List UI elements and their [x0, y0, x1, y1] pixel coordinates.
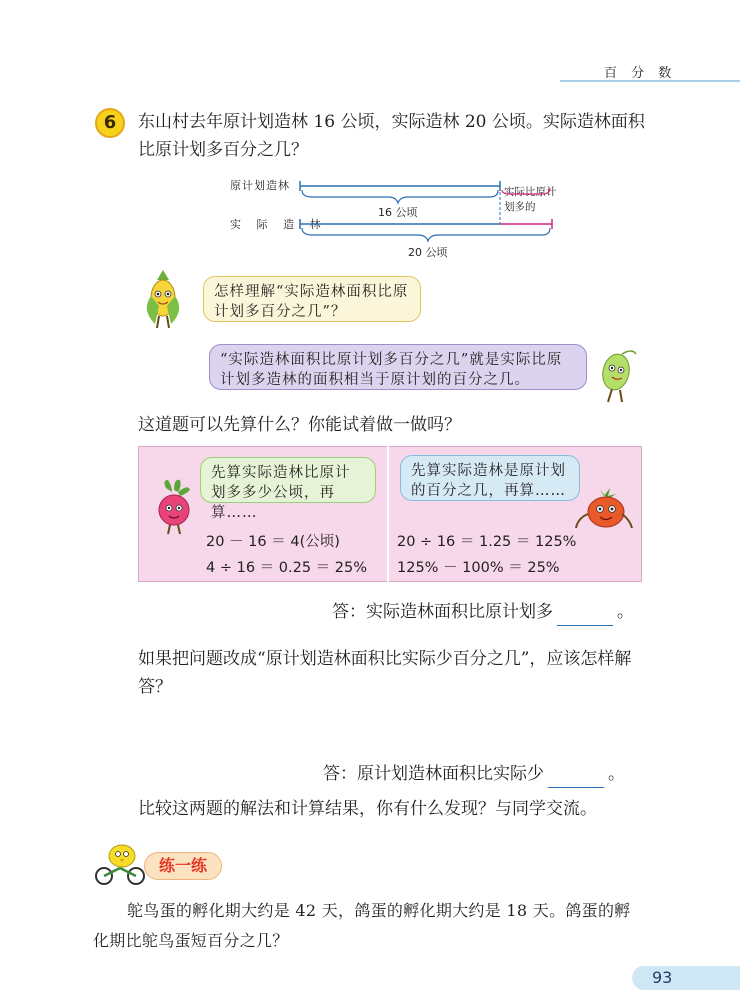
speech-bubble-question: 怎样理解“实际造林面积比原计划多百分之几”？ — [203, 276, 421, 322]
calc-left-line1: 20 － 16 ＝ 4(公顷) — [206, 534, 340, 550]
compare-prompt: 比较这两题的解法和计算结果，你有什么发现？与同学交流。 — [138, 799, 597, 819]
bean-character-icon — [592, 344, 642, 408]
corn-character-icon — [133, 266, 193, 332]
page-number-tab — [632, 966, 740, 990]
answer-1-end: 。 — [617, 602, 634, 622]
page-number: 93 — [652, 968, 673, 987]
practice-tag: 练一练 — [144, 852, 222, 880]
example-question: 东山村去年原计划造林 16 公顷，实际造林 20 公顷。实际造林面积比原计划多百分之几？ — [138, 112, 645, 160]
calc-right-line1: 20 ÷ 16 ＝ 1.25 ＝ 125% — [397, 534, 577, 550]
answer-line-1 — [332, 598, 634, 626]
answer-2-end: 。 — [608, 764, 625, 784]
speech-bubble-explanation: “实际造林面积比原计划多百分之几”就是实际比原计划多造林的面积相当于原计划的百分之几。 — [209, 344, 587, 390]
section-title: 百 分 数 — [604, 66, 677, 81]
prompt-first-step: 这道题可以先算什么？你能试着做一做吗？ — [138, 415, 461, 435]
diagram-label-plan: 原计划造林 — [230, 179, 290, 192]
speech-bubble-method-right: 先算实际造林是原计划的百分之几，再算…… — [400, 455, 580, 501]
example-number-badge: 6 — [95, 108, 125, 138]
diagram-extra-label: 实际比原计划多的 — [504, 186, 557, 213]
calc-right-line2: 125% － 100% ＝ 25% — [397, 560, 560, 576]
diagram-brace-plan-label: 16 公顷 — [378, 206, 418, 219]
actual-brace — [302, 228, 550, 241]
answer-1-blank[interactable] — [557, 607, 613, 626]
answer-2-blank[interactable] — [548, 769, 604, 788]
calc-left-line2: 4 ÷ 16 ＝ 0.25 ＝ 25% — [206, 560, 367, 576]
practice-question: 鸵鸟蛋的孵化期大约是 42 天，鸽蛋的孵化期大约是 18 天。鸽蛋的孵化期比鸵鸟蛋短百分之几？ — [93, 901, 631, 950]
answer-2-text: 答：原计划造林面积比实际少 — [323, 764, 544, 784]
diagram-label-actual: 实 际 造 林 — [230, 218, 327, 231]
diagram-brace-actual-label: 20 公顷 — [408, 246, 448, 259]
answer-1-text: 答：实际造林面积比原计划多 — [332, 602, 553, 622]
extra-brace — [502, 188, 550, 194]
plan-brace — [302, 190, 498, 203]
tomato-character-icon — [572, 484, 636, 538]
chick-cyclist-icon — [92, 842, 150, 886]
question-variant: 如果把问题改成“原计划造林面积比实际少百分之几”，应该怎样解答？ — [138, 649, 632, 697]
methods-divider — [387, 446, 389, 582]
answer-line-2 — [323, 760, 625, 788]
segment-diagram — [290, 178, 560, 248]
radish-character-icon — [148, 478, 200, 536]
speech-bubble-method-left: 先算实际造林比原计划多多少公顷，再算…… — [200, 457, 376, 503]
